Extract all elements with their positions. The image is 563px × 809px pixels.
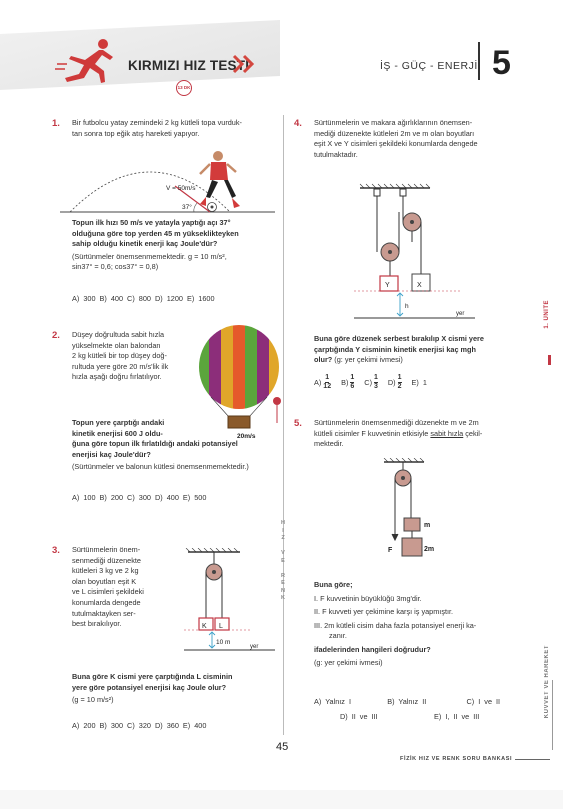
q3-text-line: ve L cisimleri şekildeki [72,587,144,597]
unit-marker [548,355,551,365]
q1-angle-label: 37° [182,204,192,211]
q5-note-line: (g: yer çekimi ivmesi) [314,657,383,667]
q5-intro: Buna göre; [314,580,353,589]
runner-icon [55,38,120,84]
q5-pulley-figure [380,458,460,570]
q4-x-label: X [417,282,422,289]
sidebar-line [552,680,553,750]
q5-question-line: ifadelerinden hangileri doğrudur? [314,644,431,654]
q3-text-line: tutulmaktayken ser- [72,608,136,618]
q5-2m-label: 2m [424,546,435,553]
q4-text-line: tutulmaktadır. [314,149,358,159]
q5-statement: II. F kuvveti yer çekimine karşı iş yapmıştır. [314,607,454,617]
q1-options: A) 300 B) 400 C) 800 D) 1200 E) 1600 [72,294,215,303]
q4-text-line: eşit X ve Y cisimleri şekildeki konumlarda dengede [314,139,478,149]
q1-number: 1. [52,118,60,129]
q5-statement: zanır. [329,631,347,641]
page-bottom-margin [0,790,563,809]
q1-velocity-label: V = 50m/s [166,185,196,192]
q3-height-label: 10 m [216,639,231,646]
topic-label: İŞ - GÜÇ - ENERJİ [380,60,478,72]
q1-question-line: olduğuna göre top yerden 45 m yükseklikteyken [72,228,239,238]
q3-text-line: olan boyutları eşit K [72,576,137,586]
q2-text-line: rultuda yere göre 20 m/s'lik ilk [72,361,169,371]
test-title: KIRMIZI HIZ TESTİ [128,58,250,73]
q2-options: A) 100 B) 200 C) 300 D) 400 E) 500 [72,493,207,502]
q2-text-line: yükselmekte olan balondan [72,340,161,350]
footer-line [515,759,550,760]
unit-label: 1. ÜNİTE [544,300,550,329]
q2-note-line: (Sürtünmeler ve balonun kütlesi önemsenmemektedir.) [72,462,249,472]
q4-options [314,374,534,390]
q4-pulley-figure [350,182,480,330]
q2-velocity-label: 20m/s [237,433,256,440]
q4-option: E) 1 [411,377,427,387]
q5-statement: III. 2m kütleli cisim daha fazla potansiyel enerji ka- [314,620,477,630]
q3-ground-label: yer [250,644,259,650]
page-number: 45 [276,741,289,753]
q1-question-line: Topun ilk hızı 50 m/s ve yatayla yaptığı açı 37° [72,218,231,227]
q5-statement: I. F kuvvetinin büyüklüğü 3mg'dir. [314,593,422,603]
q2-question-line: kinetik enerjisi 600 J oldu- [72,428,163,438]
test-number: 5 [492,44,511,82]
q2-number: 2. [52,330,60,341]
q4-height-label: h [405,303,409,310]
q3-text-line: Sürtünmelerin önem- [72,545,141,554]
q3-pulley-figure [180,548,280,660]
q3-text-line: konumlarda dengede [72,597,141,607]
q4-option: D) 1 2 [387,374,402,390]
q4-number: 4. [294,118,302,129]
time-badge: 13 DK [176,80,192,96]
middle-vertical-label: H I Z V E R E N K [281,520,285,601]
q1-text-line: Bir futbolcu yatay zemindeki 2 kg kütleli topa vurduk- [72,118,242,127]
q4-option: A) 1 12 [314,374,332,390]
q5-options-row2: D) II ve III E) I, II ve III [340,712,480,721]
q2-text-line: hızla aşağı doğru fırlatılıyor. [72,372,162,382]
q4-question-line: çarptığında Y cisminin kinetik enerjisi kaç mgh [314,344,476,354]
q1-question-line: sahip olduğu kinetik enerji kaç Joule'dür? [72,239,218,249]
q5-text-line: kütleli cisimler F kuvvetinin etkisiyle [314,428,429,438]
q4-option: C) 1 3 [364,374,378,390]
subject-label: KUVVET VE HAREKET [544,645,550,719]
q4-option: B) 1 6 [341,374,355,390]
q4-question-line: olur? [314,355,333,365]
q3-number: 3. [52,545,60,556]
q4-y-label: Y [385,282,390,289]
header-divider [478,42,480,80]
q5-text-line: mektedir. [314,439,344,449]
q4-ground-label: yer [456,311,465,317]
q5-number: 5. [294,418,302,429]
q1-note-line: (Sürtünmeler önemsenmemektedir. g = 10 m/s², [72,251,227,261]
q4-question-line: Buna göre düzenek serbest bırakılıp X cismi yere [314,334,484,343]
q3-question-line: Buna göre K cismi yere çarptığında L cisminin [72,672,233,681]
q5-m-label: m [424,522,431,529]
q1-note-line: sin37° = 0,6; cos37° = 0,8) [72,262,159,272]
q2-question-line: ğuna göre topun ilk fırlatıldığı andaki potansiyel [72,439,238,449]
q5-text-line: çekil- [463,428,483,438]
q2-question-line: Topun yere çarptığı andaki [72,418,165,427]
q3-text-line: senmediği düzenekte [72,555,141,565]
double-chevron-icon [232,54,262,74]
q4-text-line: mediği düzenekte kütleleri 2m ve m olan boyutları [314,128,475,138]
q5-text-line: Sürtünmelerin önemsenmediği düzenekte m ve 2m [314,418,479,427]
q5-underlined-text: sabit hızla [430,428,464,438]
book-title: FİZİK HIZ VE RENK SORU BANKASI [400,756,513,762]
q2-text-line: 2 kg kütleli bir top düşey doğ- [72,351,167,361]
q4-text-line: Sürtünmelerin ve makara ağırlıklarının önemsen- [314,118,473,127]
q3-options: A) 200 B) 300 C) 320 D) 360 E) 400 [72,721,207,730]
q3-text-line: best bırakılıyor. [72,619,122,629]
q2-text-line: Düşey doğrultuda sabit hızla [72,330,165,339]
q5-f-label: F [388,547,393,554]
q1-text-line: tan sonra top eğik atış hareketi yapıyor. [72,128,200,138]
q3-question-line: yere göre potansiyel enerjisi kaç Joule olur? [72,682,227,692]
q3-note-line: (g = 10 m/s²) [72,695,114,705]
q2-question-line: enerjisi kaç Joule'dür? [72,449,151,459]
q4-note-line: (g: yer çekimi ivmesi) [334,355,403,365]
q3-l-label: L [219,623,223,630]
q5-options-row1: A) Yalnız I B) Yalnız II C) I ve II [314,697,501,706]
q3-k-label: K [202,623,207,630]
q1-figure [60,142,280,214]
q3-text-line: kütleleri 3 kg ve 2 kg [72,566,139,576]
